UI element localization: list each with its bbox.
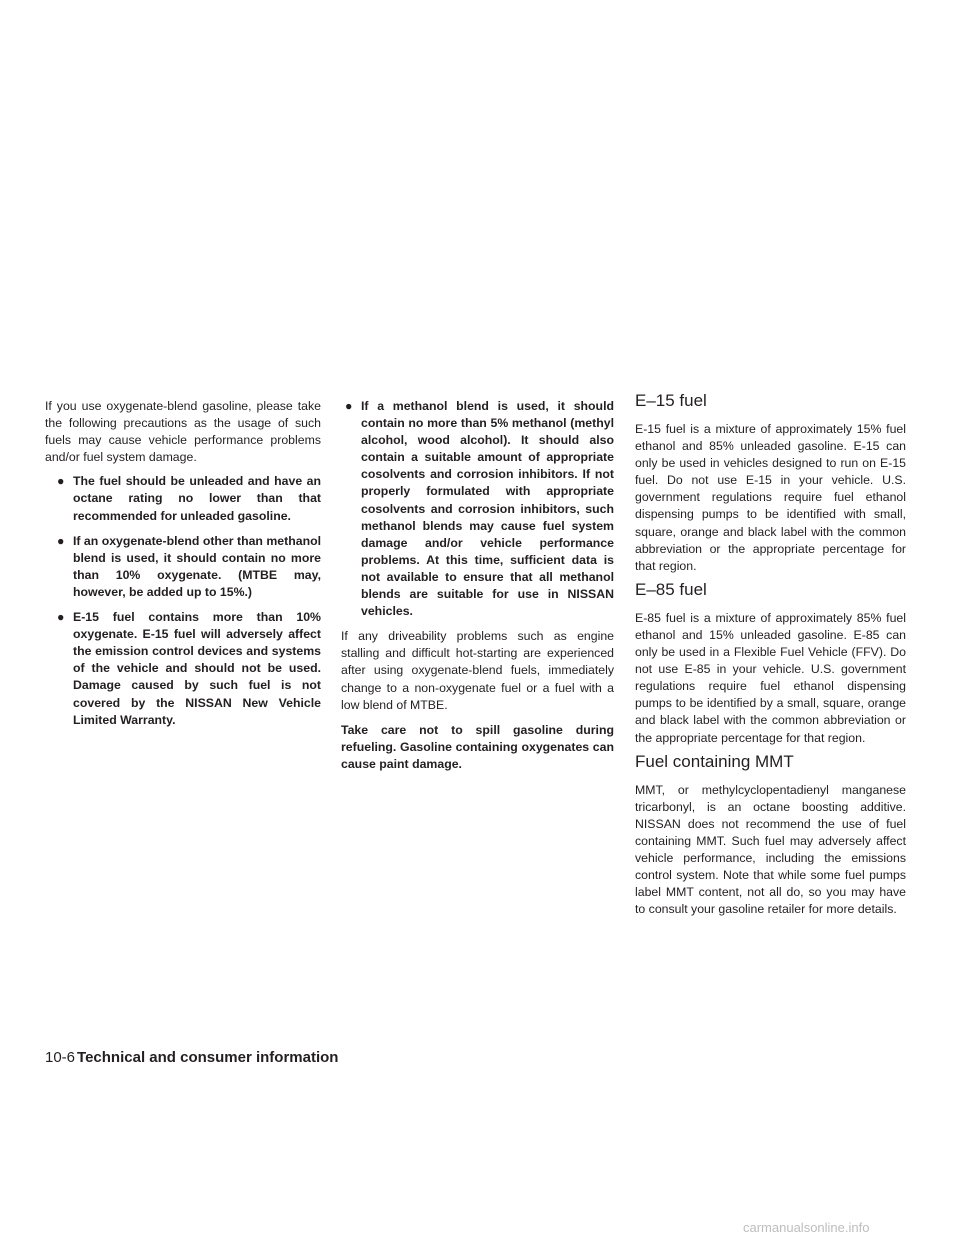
page-footer bbox=[45, 1049, 338, 1067]
intro-paragraph: If you use oxygenate-blend gasoline, please take the following precautions as the usage of such fuels may cause vehicle performance problems and/or fuel system damage. bbox=[45, 399, 321, 465]
section-body: MMT, or methylcyclopentadienyl manganese tricarbonyl, is an octane boosting additive. NISSAN does not recommend the use of fuel containing MMT. Such fuel may adversely affect vehicle performance, including the emissions control system. Note that while some fuel pumps label MMT content, not all do, so you may have to consult your gasoline retailer for more details. bbox=[635, 782, 906, 917]
bullet-icon: ● bbox=[57, 533, 65, 548]
section-e85 bbox=[635, 579, 906, 747]
bullet-icon: ● bbox=[345, 399, 353, 413]
spill-warning-paragraph: Take care not to spill gasoline during refueling. Gasoline containing oxygenates can cause paint damage. bbox=[341, 722, 614, 771]
page-number: 10-6 bbox=[45, 1049, 76, 1066]
driveability-paragraph: If any driveability problems such as engine stalling and difficult hot-starting are experienced after using oxygenate-blend fuels, immediately change to a non-oxygenate fuel or a fuel with a low blend of MTBE. bbox=[341, 629, 614, 712]
section-body: E-15 fuel is a mixture of approximately 15% fuel ethanol and 85% unleaded gasoline. E-15 can only be used in vehicles designed to run on E-15 fuel. Do not use E-15 in your vehicle. U.S. government regulations require fuel ethanol dispensing pumps to be identified with small, square, orange and black label with the common abbreviation or the appropriate percentage for that region. bbox=[635, 422, 906, 573]
section-heading: E–85 fuel bbox=[635, 579, 707, 599]
precautions-list bbox=[45, 473, 321, 728]
column-right bbox=[635, 391, 906, 930]
list-item: ● If a methanol blend is used, it should contain no more than 5% methanol (methyl alcohol, wood alcohol). It should also contain a suitable amount of appropriate cosolvents and corrosion inhibitors. If not properly formulated with appropriate cosolvents and corrosion inhibitors, such methanol blends may cause fuel system damage and/or vehicle performance problems. At this time, sufficient data is not available to ensure that all methanol blends are suitable for use in NISSAN vehicles. bbox=[345, 399, 614, 619]
bullet-icon: ● bbox=[57, 610, 65, 625]
list-item: ● E-15 fuel contains more than 10% oxygenate. E-15 fuel will adversely affect the emission control devices and systems of the vehicle and should not be used. Damage caused by such fuel is not covered by the NISSAN New Vehicle Limited Warranty. bbox=[57, 610, 321, 727]
column-left bbox=[45, 398, 321, 729]
column-middle bbox=[341, 398, 614, 773]
section-title: Technical and consumer information bbox=[77, 1049, 339, 1066]
watermark-text: carmanualsonline.info bbox=[743, 1220, 870, 1235]
list-item: ● If an oxygenate-blend other than methanol blend is used, it should contain no more than 10% oxygenate. (MTBE may, however, be added up to 15%.) bbox=[57, 533, 322, 599]
section-mmt bbox=[635, 751, 906, 919]
section-heading: Fuel containing MMT bbox=[635, 751, 794, 771]
list-item: ● The fuel should be unleaded and have an octane rating no lower than that recommended for unleaded gasoline. bbox=[57, 474, 321, 523]
methanol-list bbox=[341, 398, 614, 620]
section-heading: E–15 fuel bbox=[635, 391, 707, 410]
section-e15 bbox=[635, 390, 906, 575]
section-body: E-85 fuel is a mixture of approximately 85% fuel ethanol and 15% unleaded gasoline. E-85 can only be used in a Flexible Fuel Vehicle (FFV). Do not use E-85 in your vehicle. U.S. government regulations require fuel ethanol dispensing pumps to be identified by a small, square, orange and black label with the common abbreviation or the appropriate percentage for that region. bbox=[635, 610, 906, 745]
bullet-icon: ● bbox=[57, 474, 65, 489]
